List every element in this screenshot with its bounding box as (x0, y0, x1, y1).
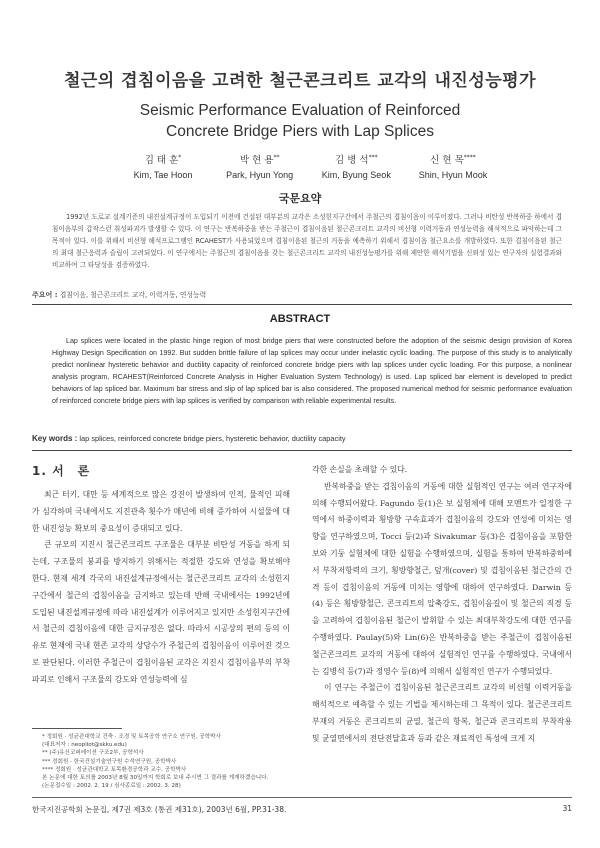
english-keywords (32, 434, 346, 443)
left-column (32, 487, 290, 689)
footer-divider (32, 797, 572, 798)
body-paragraph: 큰 규모의 지진시 철근콘크리트 구조물은 대부분 비탄성 거동을 하게 되는데, 구조물의 붕괴를 방지하기 위해서는 적절한 강도와 연성을 확보해야 한다. 현재 세계 각국의 내진설계규정에서는 철근콘크리트 교각의 소성힌지구간에서 철근의 겹침이음을 금지하고 있는데 반해 국내에서는 1992년에 도입된 내진설계규정에 따라 내진설계가 이루어지고 있지만 소성힌지구간에서 철근의 겹침이음에 대한 금지규정은 없다. 따라서 시공상의 편의 등의 이유로 현재에 국내 현존 교각의 상당수가 주철근의 겹침이음이 이루어진 것으로 판단된다. 이러한 주철근이 겹침이음된 교각은 지진시 겹침이음부의 부착파괴로 인해서 구조물의 강도와 연성능력에 심 (32, 540, 290, 684)
english-title-line-1: Seismic Performance Evaluation of Reinforced (139, 102, 461, 119)
korean-abstract-text: 1992년 도로교 설계기준의 내진설계규정이 도입되기 이전에 건설된 대부분의 교각은 소성힌지구간에서 주철근의 겹침이음이 이루어졌다. 그러나 비탄성 반복하중 하에서 겹침이음부의 갑작스런 취성파괴가 발생할 수 있다. 이 연구는 반복하중을 받는 주철근이 겹침이음된 철근콘크리트 교각의 비선형 이력거동과 연성능력을 해석적으로 파악하는데 그 목적이 있다. 이를 위해서 비선형 해석프로그램인 RCAHEST가 사용되었으며 겹침이음된 철근의 거동을 예측하기 위해서 겹침이음 철근요소를 개발하였다. 또한 겹침이음된 철근의 최대 철근응력과 슬립이 고려되었다. 이 연구에서는 주철근의 겹침이음을 갖는 철근콘크리트 교각의 내진성능평가를 위해 제안한 해석기법을 신뢰성 있는 연구자의 실험결과와 비교하여 그 타당성을 검증하였다. (52, 213, 562, 269)
footnote: **** 정회원 · 성균관대학교 토목환경공학과 교수, 공학박사 (42, 766, 187, 773)
footnote-divider (32, 728, 122, 729)
author (118, 151, 208, 182)
english-abstract-text: Lap splices were located in the plastic hinge region of most bridge piers that were constructed before the adoption of the seismic design provision of Korea Highway Design Specification on 1992. But sudden brittle failure of lap splices may occur under inelastic cyclic loading. The purpose of this study is to analytically predict nonlinear hysteretic behavior and ductility capacity of reinforced concrete bridge piers with lap splices under cyclic loading. For this purpose, a nonlinear analysis program, RCAHEST(Reinforced Concrete Analysis in Higher Evaluation System Technology) is used. Lap spliced bar element is developed to predict behaviors of lap spliced bar. Maximum bar stress and slip of lap spliced bar is also considered. The proposed numerical method for seismic performance evaluation of reinforced concrete bridge piers with lap splices is verified by comparison with reliable experimental results. (52, 337, 572, 406)
english-title (0, 100, 600, 142)
korean-title: 철근의 겹침이음을 고려한 철근콘크리트 교각의 내진성능평가 (63, 71, 537, 91)
author-english-name: Shin, Hyun Mook (418, 170, 488, 181)
korean-keywords-label: 주요어 : (32, 291, 58, 299)
footnote: (논문접수일 : 2002. 2. 19 / 심사종료일 : 2002. 3. 28) (42, 783, 181, 790)
page-footer (32, 804, 572, 815)
author (408, 151, 498, 182)
author (215, 151, 305, 182)
english-keywords-text: lap splices, reinforced concrete bridge piers, hysteretic behavior, ductility capacity (79, 434, 346, 443)
korean-keywords-text: 겹침이음, 철근콘크리트 교각, 이력거동, 연성능력 (59, 291, 207, 299)
korean-keywords (32, 289, 206, 300)
author-english-name: Park, Hyun Yong (226, 170, 294, 181)
section-divider (32, 304, 572, 305)
page-number: 31 (562, 804, 572, 813)
journal-citation: 한국지진공학회 논문집, 제7권 제3호 (통권 제31호), 2003년 6월, PP.31-38. (32, 805, 287, 814)
korean-abstract-heading: 국문요약 (278, 192, 322, 205)
right-column (312, 462, 572, 748)
author-korean-name: 김 태 훈 (144, 155, 179, 167)
english-abstract-heading: ABSTRACT (269, 313, 331, 325)
author-korean-name: 박 현 용 (239, 155, 274, 167)
author-mark: * (178, 154, 182, 161)
author-mark: ** (273, 154, 280, 161)
author (311, 151, 401, 182)
footnotes (42, 733, 292, 790)
body-paragraph: 이 연구는 주철근이 겹침이음된 철근콘크리트 교각의 비선형 이력거동을 해석적으로 예측할 수 있는 기법을 제시하는데 그 목적이 있다. 철근콘크리트 부재의 거동은 콘크리트의 균열, 철근의 항복, 철근과 콘크리트의 부착작용 및 균열면에서의 전단전달효과 등과 같은 재료적인 특성에 크게 지 (312, 683, 572, 743)
author-korean-name: 김 병 석 (335, 155, 369, 167)
author-korean-name: 신 현 목 (430, 155, 464, 167)
english-title-line-2: Concrete Bridge Piers with Lap Splices (166, 123, 434, 140)
footnote: ** (주)유신코퍼레이션 구조2부, 공학석사 (42, 750, 144, 757)
body-paragraph: 각한 손실을 초래할 수 있다. (312, 465, 408, 474)
footnote: * 정회원 · 성균관대학교 건축 · 조경 및 토목공학 연구소 연구원, 공학박사 (42, 734, 221, 740)
author-english-name: Kim, Tae Hoon (133, 170, 193, 181)
footnote: 본 논문에 대한 토의를 2003년 8월 30일까지 학회로 보내 주시면 그 결과를 게재하겠습니다. (42, 775, 269, 782)
author-english-name: Kim, Byung Seok (321, 170, 391, 181)
body-paragraph: 반복하중을 받는 겹침이음의 거동에 대한 실험적인 연구는 여러 연구자에 의해 수행되어왔다. Fagundo 등(1)은 보 실험체에 대해 모멘트가 일정한 구역에서 하중이력과 횡방향 구속효과가 겹침이음의 강도와 연성에 미치는 영향을 연구하였으며, Tocci 등(2)과 Sivakumar 등(3)은 겹침이음을 포함한 보와 기둥 실험체에 대한 실험을 수행하였으며, 실험을 통하여 반복하중하에서 부착저항력의 크기, 횡방향철근, 덮개(cover) 및 겹침이음된 철근간의 간격 등이 겹침이음의 거동에 미치는 영향에 대하여 연구하였다. Darwin 등(4) 등은 횡방향철근, 콘크리트의 압축강도, 겹침이음길이 및 철근의 직경 등을 고려하여 겹침이음된 철근이 발휘할 수 있는 최대부착강도에 대한 연구를 수행하였다. Paulay(5)와 Lin(6)은 반복하중을 받는 주철근이 겹침이음된 철근콘크리트 교각의 거동에 대하여 실험적인 연구를 수행하였다. 국내에서는 김병석 등(7)과 정영수 등(8)에 의해서 실험적인 연구가 수행되었다. (312, 481, 572, 676)
author-list (118, 151, 498, 182)
author-mark: **** (463, 154, 476, 161)
footnote: *** 정회원 · 한국건설기술연구원 수석연구원, 공학박사 (42, 758, 177, 765)
footnote: (대표저자 : neopilot@skku.edu) (42, 742, 127, 749)
author-mark: *** (368, 154, 378, 161)
body-paragraph: 최근 터키, 대만 등 세계적으로 많은 강진이 발생하여 인적, 물적인 피해가 심각하며 국내에서도 지진관측 횟수가 매년에 비해 증가하여 시설물에 대한 내진성능 확보의 중요성이 증대되고 있다. (32, 490, 290, 533)
section-heading: 1. 서 론 (32, 464, 91, 478)
english-keywords-label: Key words : (32, 434, 78, 443)
section-divider (32, 450, 572, 451)
